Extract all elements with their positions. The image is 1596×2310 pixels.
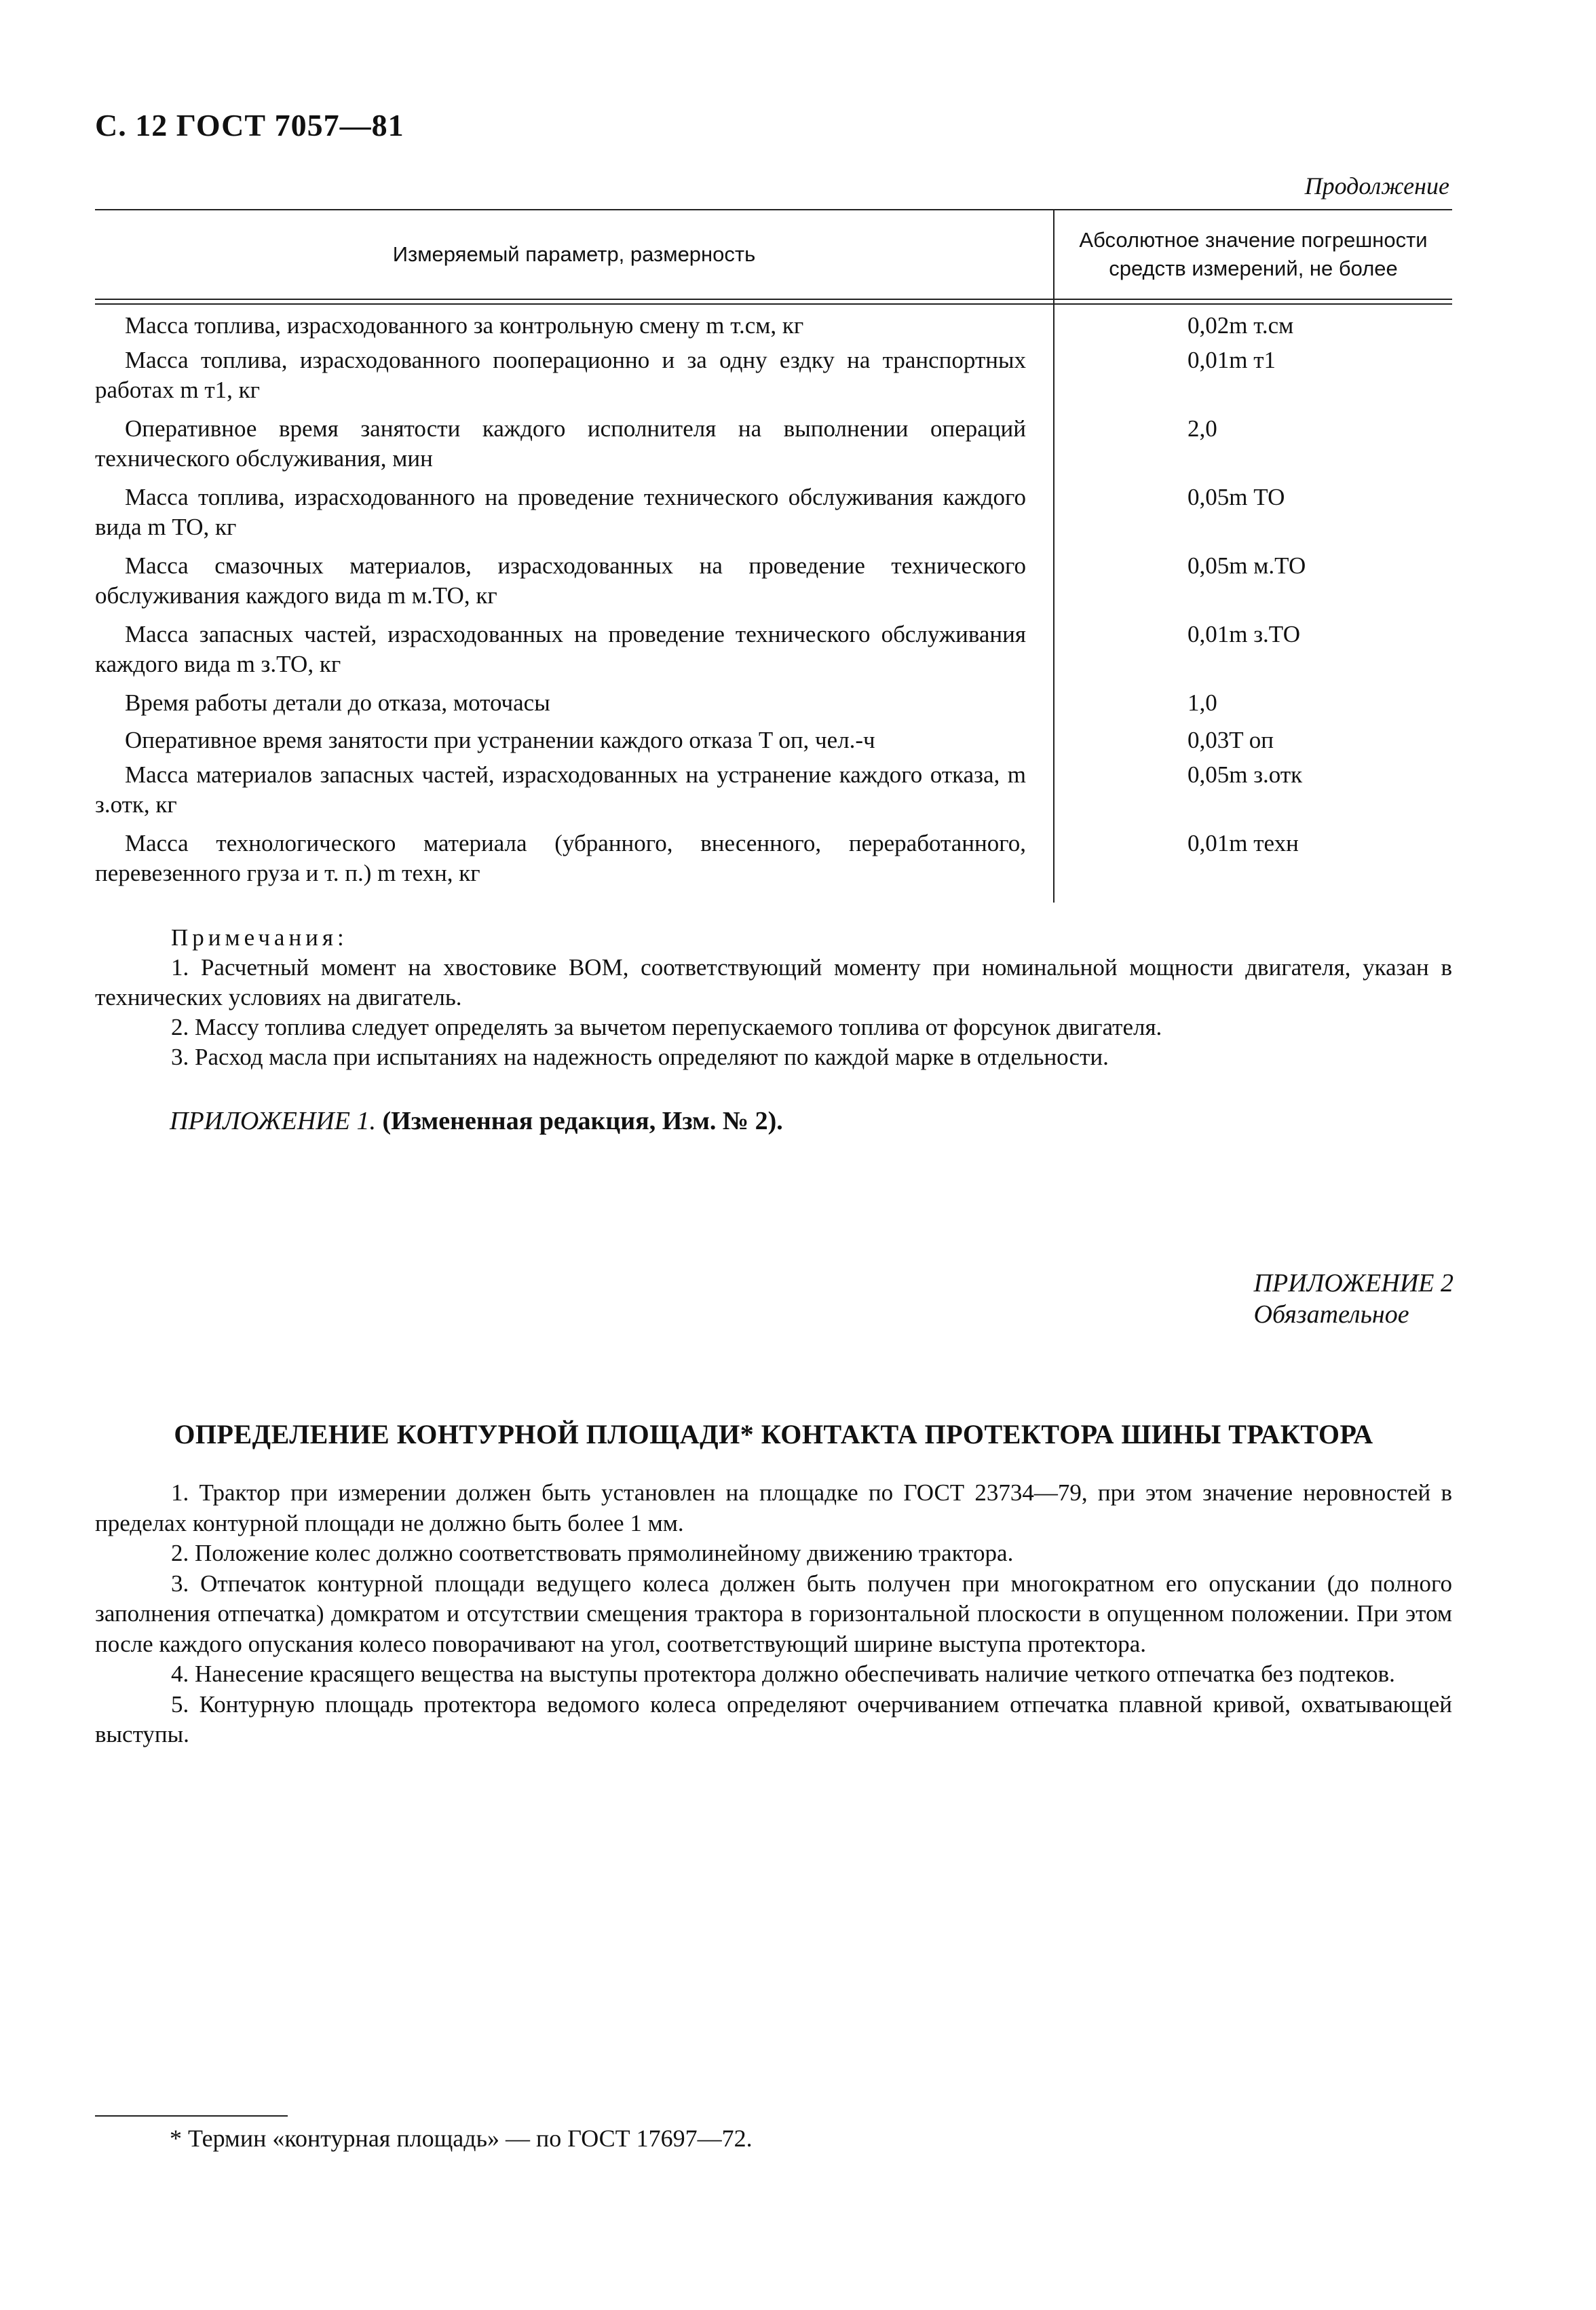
table-body bbox=[95, 311, 1452, 891]
row-value: 0,01m т1 bbox=[1188, 347, 1276, 373]
table-header bbox=[95, 210, 1452, 299]
row-parameter: Масса запасных частей, израсходованных на проведение технического обслуживания каждого вида m з.ТО, кг bbox=[95, 621, 1026, 677]
row-parameter: Масса топлива, израсходованного за контрольную смену m т.см, кг bbox=[125, 312, 804, 339]
note-item: 3. Расход масла при испытаниях на надежность определяют по каждой марке в отдельности. bbox=[171, 1044, 1109, 1070]
table-row bbox=[95, 551, 1452, 620]
column-header-parameter: Измеряемый параметр, размерность bbox=[392, 242, 756, 266]
body-paragraph: 5. Контурную площадь протектора ведомого колеса определяют очерчиванием отпечатка плавной кривой, охватывающей выступы. bbox=[95, 1690, 1452, 1747]
row-value: 0,03T оп bbox=[1188, 727, 1274, 753]
row-value: 0,05m з.отк bbox=[1188, 761, 1303, 788]
appendix2-status: Обязательное bbox=[1253, 1300, 1409, 1329]
amendment-text: (Измененная редакция, Изм. № 2). bbox=[382, 1107, 783, 1135]
notes-title: Примечания: bbox=[171, 924, 348, 951]
row-parameter: Время работы детали до отказа, моточасы bbox=[125, 689, 550, 716]
row-value: 0,05m ТО bbox=[1188, 484, 1285, 510]
note-item: 1. Расчетный момент на хвостовике ВОМ, соответствующий моменту при номинальной мощности двигателя, указан в технических условиях на двигатель. bbox=[95, 954, 1452, 1010]
column-header-error bbox=[1054, 210, 1452, 299]
table-row bbox=[95, 414, 1452, 482]
table-row bbox=[95, 760, 1452, 829]
row-value: 0,05m м.ТО bbox=[1188, 552, 1306, 579]
footnote-rule bbox=[95, 2115, 288, 2117]
row-parameter: Масса смазочных материалов, израсходованных на проведение технического обслуживания каждого вида m м.ТО, кг bbox=[95, 552, 1026, 609]
appendix2-label: ПРИЛОЖЕНИЕ 2 bbox=[1253, 1269, 1454, 1298]
row-value: 2,0 bbox=[1188, 415, 1217, 442]
body-paragraph: 4. Нанесение красящего вещества на выступы протектора должно обеспечивать наличие четкого отпечатка без подтеков. bbox=[171, 1661, 1395, 1687]
row-parameter: Масса топлива, израсходованного пооперационно и за одну ездку на транспортных работах m т1, кг bbox=[95, 347, 1026, 403]
table-row bbox=[95, 829, 1452, 891]
table-row bbox=[95, 620, 1452, 688]
table-row bbox=[95, 725, 1452, 760]
table-row bbox=[95, 311, 1452, 345]
row-parameter: Масса топлива, израсходованного на проведение технического обслуживания каждого вида m ТО, кг bbox=[95, 484, 1026, 540]
appendix2-heading bbox=[1254, 1268, 1454, 1330]
amendment-line bbox=[170, 1106, 783, 1136]
note-item: 2. Массу топлива следует определять за вычетом перепускаемого топлива от форсунок двигателя. bbox=[171, 1014, 1162, 1040]
row-parameter: Оперативное время занятости при устранении каждого отказа T оп, чел.-ч bbox=[125, 727, 875, 753]
body-paragraph: 3. Отпечаток контурной площади ведущего колеса должен быть получен при многократном его опускании (до полного заполнения отпечатка) домкратом и отсутствии смещения трактора в горизонтальной плоскости в опущенном положении. При этом после каждого опускания колесо поворачивают на угол, соответствующий ширине выступа протектора. bbox=[95, 1570, 1452, 1657]
body-paragraph: 2. Положение колес должно соответствовать прямолинейному движению трактора. bbox=[171, 1540, 1014, 1566]
row-value: 0,01m з.ТО bbox=[1188, 621, 1300, 647]
column-header-error-text: Абсолютное значение погрешности средств измерений, не более bbox=[1079, 228, 1428, 280]
notes-block bbox=[95, 923, 1452, 1072]
table-row bbox=[95, 345, 1452, 414]
header-rule-1 bbox=[95, 299, 1452, 300]
row-value: 1,0 bbox=[1188, 689, 1217, 716]
section-title: ОПРЕДЕЛЕНИЕ КОНТУРНОЙ ПЛОЩАДИ* КОНТАКТА ПРОТЕКТОРА ШИНЫ ТРАКТОРА bbox=[174, 1419, 1373, 1450]
row-parameter: Масса материалов запасных частей, израсходованных на устранение каждого отказа, m з.отк, кг bbox=[95, 761, 1026, 818]
continuation-label: Продолжение bbox=[1304, 172, 1449, 200]
header-rule-2 bbox=[95, 303, 1452, 305]
row-value: 0,01m техн bbox=[1188, 830, 1299, 856]
amendment-label: ПРИЛОЖЕНИЕ 1. bbox=[170, 1107, 376, 1135]
section-body bbox=[95, 1478, 1452, 1750]
footnote: * Термин «контурная площадь» — по ГОСТ 17697—72. bbox=[170, 2125, 753, 2152]
table-row bbox=[95, 688, 1452, 725]
row-parameter: Масса технологического материала (убранного, внесенного, переработанного, перевезенного груза и т. п.) m техн, кг bbox=[95, 830, 1026, 886]
row-value: 0,02m т.см bbox=[1188, 312, 1294, 339]
table-row bbox=[95, 482, 1452, 551]
row-parameter: Оперативное время занятости каждого исполнителя на выполнении операций технического обслуживания, мин bbox=[95, 415, 1026, 472]
body-paragraph: 1. Трактор при измерении должен быть установлен на площадке по ГОСТ 23734—79, при этом значение неровностей в пределах контурной площади не должно быть более 1 мм. bbox=[95, 1479, 1452, 1536]
page-header: С. 12 ГОСТ 7057—81 bbox=[95, 108, 404, 143]
